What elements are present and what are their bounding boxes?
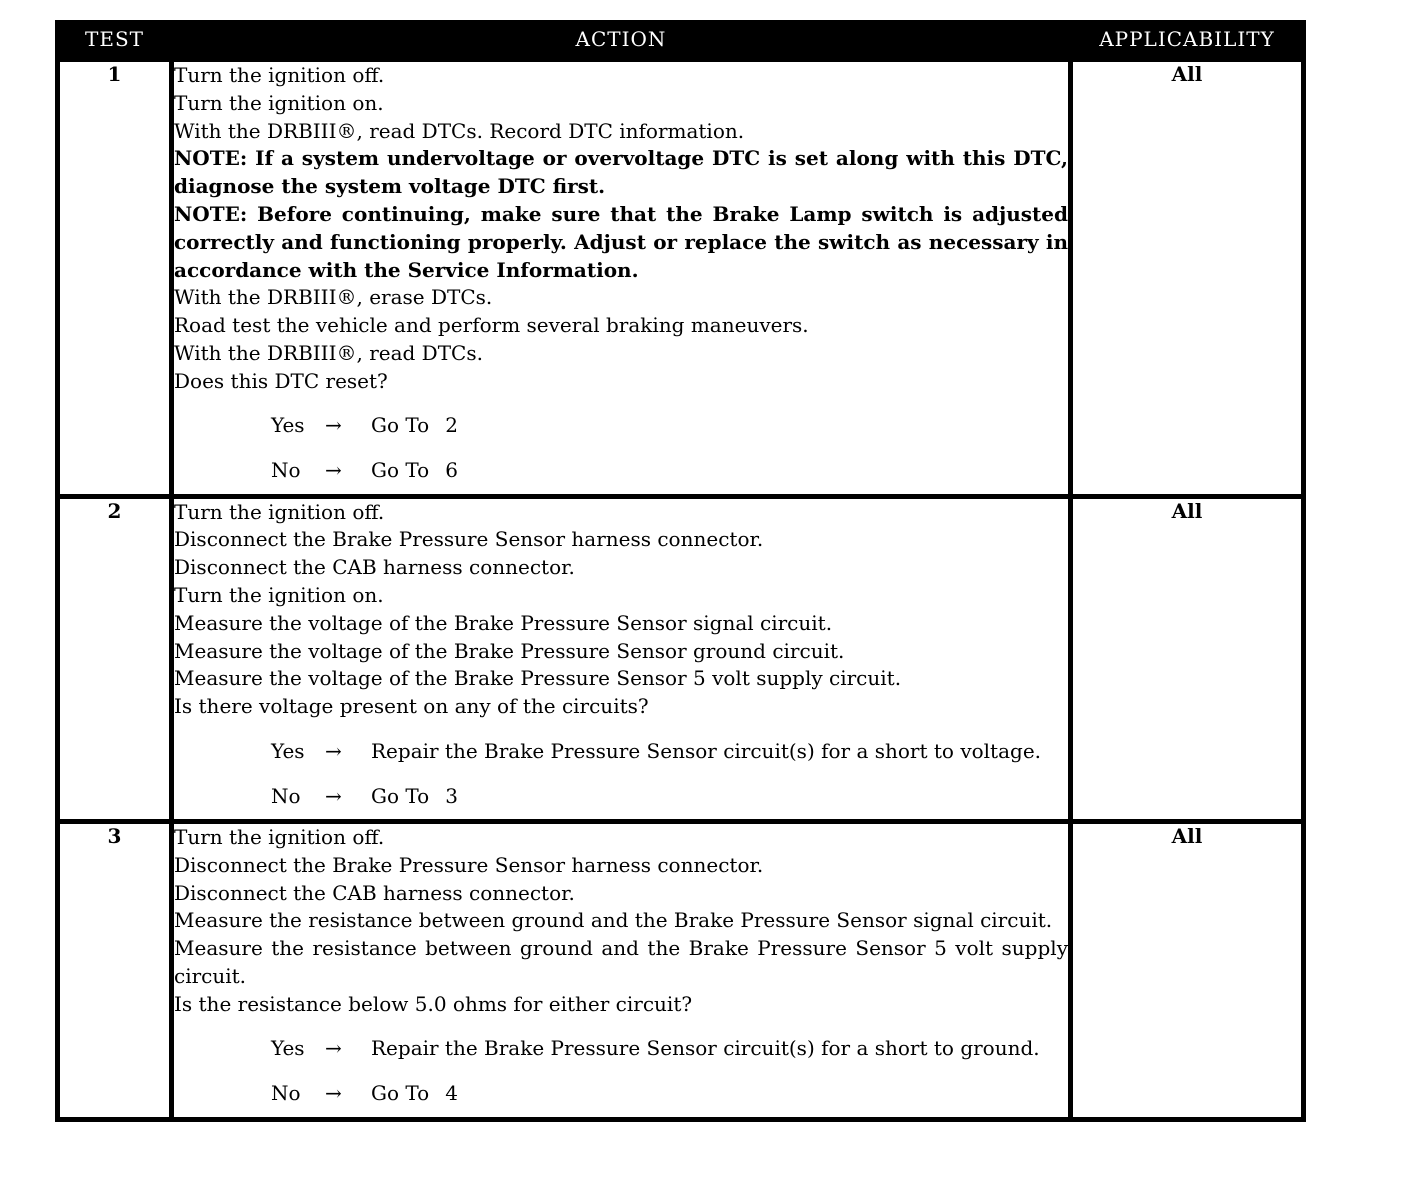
- outcome-yes: [174, 729, 1068, 774]
- outcome-label: Yes: [271, 738, 305, 763]
- action-step: With the DRBIII®, read DTCs. Record DTC information.: [174, 118, 745, 143]
- header-applicability: APPLICABILITY: [1071, 20, 1304, 60]
- action-step: Turn the ignition on.: [174, 582, 384, 607]
- outcome-no: [174, 1072, 1068, 1117]
- action-cell: [172, 496, 1071, 821]
- action-cell: [172, 60, 1071, 497]
- action-step: Disconnect the CAB harness connector.: [174, 880, 575, 905]
- goto-target: 4: [445, 1081, 458, 1106]
- action-step: Does this DTC reset?: [174, 368, 388, 393]
- right-arrow-icon: →: [325, 783, 342, 808]
- diagnostic-procedure-sheet: [55, 20, 1301, 1122]
- test-number: 1: [58, 60, 172, 497]
- action-step: With the DRBIII®, read DTCs.: [174, 340, 483, 365]
- goto-label: Go To: [371, 458, 430, 483]
- table-row: [58, 821, 1304, 1119]
- applicability-value: All: [1071, 821, 1304, 1119]
- action-step: Is there voltage present on any of the circuits?: [174, 694, 649, 719]
- diagnostic-test-table: [55, 20, 1306, 1122]
- outcome-result: Repair the Brake Pressure Sensor circuit(s) for a short to voltage.: [371, 738, 1042, 763]
- action-step: Turn the ignition off.: [174, 63, 385, 87]
- right-arrow-icon: →: [325, 458, 342, 483]
- table-header-row: [58, 20, 1304, 60]
- applicability-value: All: [1071, 496, 1304, 821]
- action-step: Measure the voltage of the Brake Pressure Sensor 5 volt supply circuit.: [174, 666, 902, 691]
- action-step: Turn the ignition off.: [174, 499, 385, 524]
- outcome-label: Yes: [271, 1036, 305, 1061]
- outcome-label: No: [271, 458, 301, 483]
- test-number: 2: [58, 496, 172, 821]
- action-step: Disconnect the CAB harness connector.: [174, 555, 575, 580]
- outcome-list: [174, 1027, 1068, 1117]
- action-step: Road test the vehicle and perform several braking maneuvers.: [174, 313, 809, 338]
- goto-target: 6: [445, 458, 458, 483]
- action-note: NOTE: If a system undervoltage or overvoltage DTC is set along with this DTC, diagnose the system voltage DTC first.: [174, 146, 1068, 199]
- action-step: Disconnect the Brake Pressure Sensor harness connector.: [174, 852, 764, 877]
- outcome-label: No: [271, 1081, 301, 1106]
- action-step: Disconnect the Brake Pressure Sensor harness connector.: [174, 527, 764, 552]
- action-step: Measure the voltage of the Brake Pressure Sensor ground circuit.: [174, 638, 845, 663]
- action-note: NOTE: Before continuing, make sure that the Brake Lamp switch is adjusted correctly and functioning properly. Adjust or replace the switch as necessary in accordance with the Service Information.: [174, 201, 1068, 282]
- action-step: Measure the voltage of the Brake Pressure Sensor signal circuit.: [174, 610, 833, 635]
- outcome-yes: [174, 404, 1068, 449]
- table-row: [58, 60, 1304, 497]
- outcome-label: Yes: [271, 413, 305, 438]
- applicability-value: All: [1071, 60, 1304, 497]
- goto-label: Go To: [371, 783, 430, 808]
- outcome-list: [174, 404, 1068, 494]
- test-number: 3: [58, 821, 172, 1119]
- outcome-no: [174, 774, 1068, 819]
- action-step: Turn the ignition on.: [174, 90, 384, 115]
- table-body: [58, 60, 1304, 1120]
- header-test: TEST: [58, 20, 172, 60]
- action-step: Measure the resistance between ground and the Brake Pressure Sensor signal circuit.: [174, 908, 1053, 933]
- action-cell: [172, 821, 1071, 1119]
- action-step: Is the resistance below 5.0 ohms for either circuit?: [174, 991, 693, 1016]
- outcome-label: No: [271, 783, 301, 808]
- goto-target: 3: [445, 783, 458, 808]
- right-arrow-icon: →: [325, 413, 342, 438]
- outcome-yes: [174, 1027, 1068, 1072]
- outcome-result: Repair the Brake Pressure Sensor circuit(s) for a short to ground.: [371, 1036, 1040, 1061]
- header-action: ACTION: [172, 20, 1071, 60]
- outcome-no: [174, 449, 1068, 494]
- right-arrow-icon: →: [325, 1081, 342, 1106]
- goto-label: Go To: [371, 413, 430, 438]
- right-arrow-icon: →: [325, 1036, 342, 1061]
- right-arrow-icon: →: [325, 738, 342, 763]
- action-step: Turn the ignition off.: [174, 824, 385, 849]
- goto-target: 2: [445, 413, 458, 438]
- action-step: Measure the resistance between ground and the Brake Pressure Sensor 5 volt supply circuit.: [174, 936, 1068, 988]
- action-step: With the DRBIII®, erase DTCs.: [174, 285, 493, 310]
- goto-label: Go To: [371, 1081, 430, 1106]
- outcome-list: [174, 729, 1068, 819]
- table-row: [58, 496, 1304, 821]
